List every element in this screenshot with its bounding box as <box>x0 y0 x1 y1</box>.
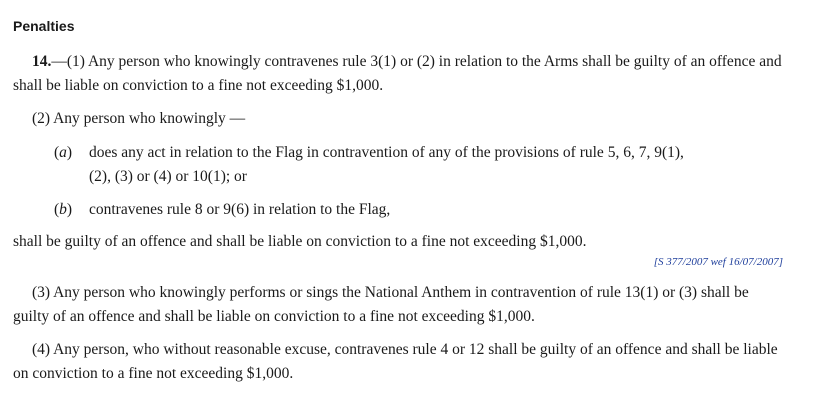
subsection-3-label: (3) <box>32 284 51 301</box>
subsection-1-text: Any person who knowingly contravenes rule 3(1) or (2) in relation to the Arms shall be guilty of an offence and shall be liable on conviction to a fine not exceeding $1,000. <box>13 53 782 94</box>
subsection-4-label: (4) <box>32 341 51 358</box>
section-number: 14. <box>32 53 52 70</box>
item-a-line2: (2), (3) or (4) or 10(1); or <box>89 168 247 185</box>
subsection-2-item-a <box>54 141 794 189</box>
subsection-1 <box>13 50 788 98</box>
subsection-2-item-b <box>54 198 794 222</box>
item-b-line1: contravenes rule 8 or 9(6) in relation to the Flag, <box>89 201 391 218</box>
subsection-3 <box>13 281 788 329</box>
subsection-2-intro <box>13 107 788 131</box>
subsection-2-intro-text: Any person who knowingly — <box>53 110 246 127</box>
section-heading: Penalties <box>13 18 75 34</box>
subsection-1-label: —(1) <box>51 53 85 70</box>
subsection-3-text: Any person who knowingly performs or sings the National Anthem in contravention of rule 13(1) or (3) shall be guilty of an offence and shall be liable on conviction to a fine not exceeding $1,000. <box>13 284 749 325</box>
subsection-4-text: Any person, who without reasonable excuse, contravenes rule 4 or 12 shall be guilty of an offence and shall be liable on conviction to a fine not exceeding $1,000. <box>13 341 778 382</box>
item-a-label: (a) <box>54 144 73 161</box>
subsection-4 <box>13 338 788 386</box>
item-a-line1: does any act in relation to the Flag in contravention of any of the provisions of rule 5, 6, 7, 9(1), <box>89 144 684 161</box>
subsection-2-tail: shall be guilty of an offence and shall be liable on conviction to a fine not exceeding $1,000. <box>13 233 587 250</box>
amendment-note: [S 377/2007 wef 16/07/2007] <box>653 256 783 268</box>
subsection-2-label: (2) <box>32 110 51 127</box>
item-b-label: (b) <box>54 201 73 218</box>
